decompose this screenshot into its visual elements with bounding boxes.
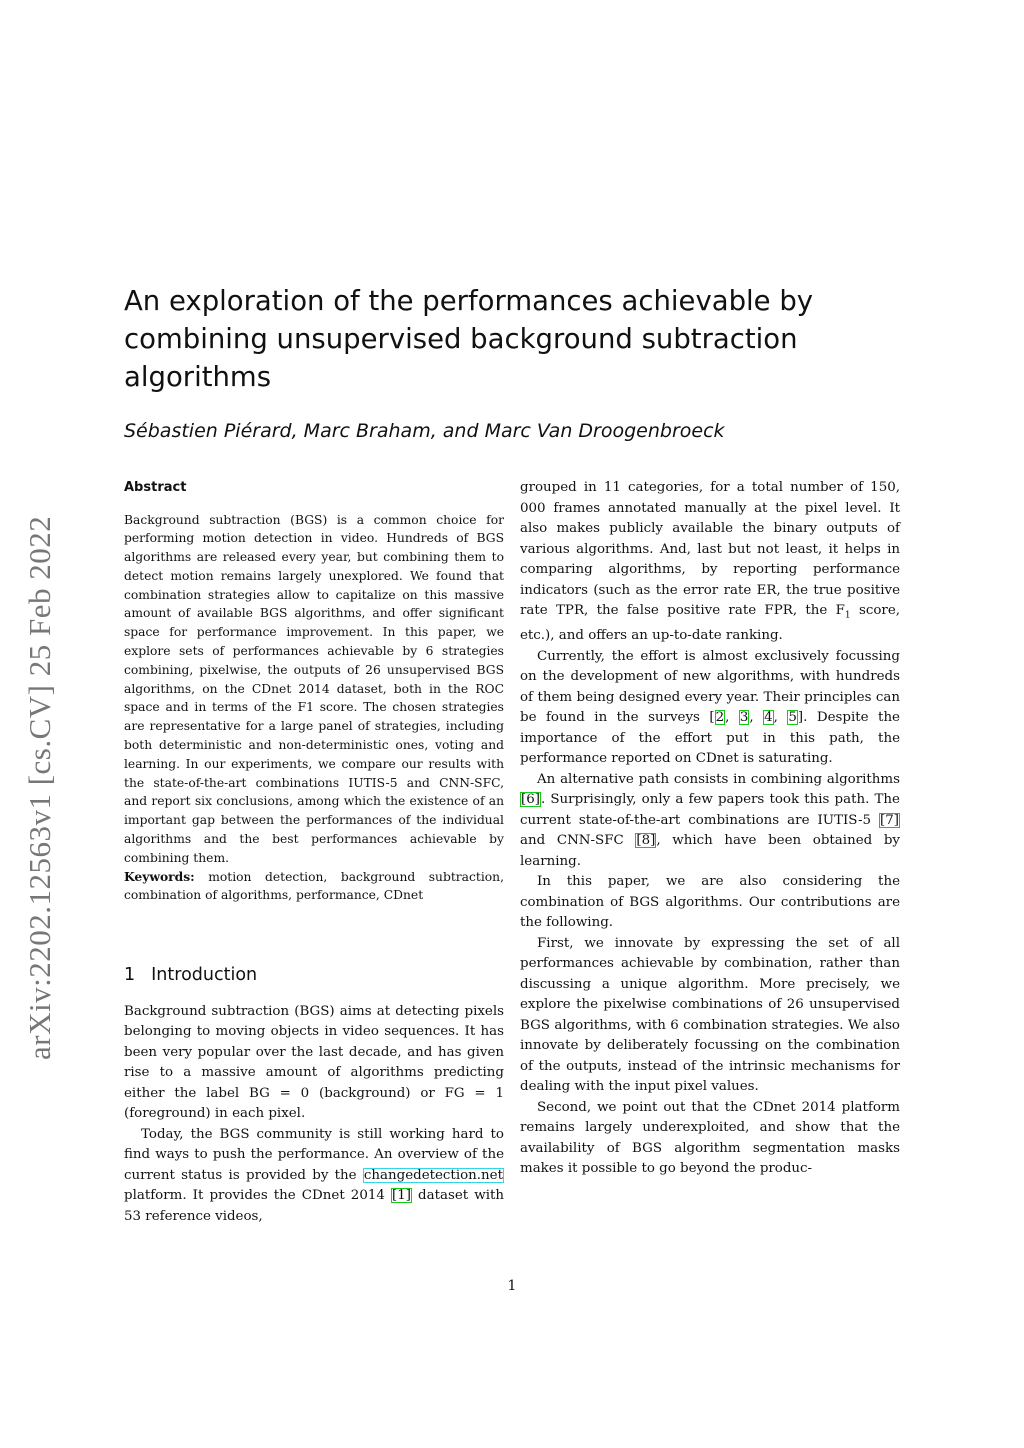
right-p3-text-b: . Surprisingly, only a few papers took this path. The current state-of-the-art combinations are IUTIS-5 [520, 792, 900, 828]
section-title: Introduction [151, 965, 258, 986]
citation-2[interactable]: 2 [715, 710, 725, 726]
section-heading-introduction [124, 965, 504, 986]
abstract-heading: Abstract [124, 480, 187, 495]
citation-6[interactable]: [6] [521, 792, 540, 808]
citation-8[interactable]: [8] [636, 833, 656, 849]
intro-p2-text-a: Today, the BGS community is still working hard to find ways to push the performance. An overview of the current status is provided by the [124, 1126, 504, 1183]
citation-1[interactable]: [1] [391, 1188, 411, 1204]
arxiv-identifier: arXiv:2202.12563v1 [cs.CV] 25 Feb 2022 [22, 515, 57, 1060]
right-paragraph-6: Second, we point out that the CDnet 2014 platform remains largely underexploited, and show that the availability of BGS algorithm segmentation masks makes it possible to go beyond the produc- [520, 1099, 900, 1177]
right-paragraph-3 [520, 770, 900, 873]
intro-p2-text-b: platform. It provides the CDnet 2014 [124, 1188, 385, 1204]
section-number: 1 [124, 965, 136, 986]
right-column [520, 478, 900, 1180]
right-paragraph-4: In this paper, we are also considering the combination of BGS algorithms. Our contributions are the following. [520, 874, 900, 931]
right-p1-text-b: score, etc.), and offers an up-to-date ranking. [520, 603, 900, 644]
right-p2-text-a: Currently, the effort is almost exclusively focussing on the development of new algorithms, with hundreds of them being designed every year. Their principles can be found in the surveys [520, 648, 900, 726]
citation-7[interactable]: [7] [880, 812, 899, 828]
keywords-text: motion detection, background subtraction, combination of algorithms, performance, CDnet [124, 869, 504, 903]
page-number: 1 [507, 1278, 517, 1294]
keywords-label: Keywords: [124, 868, 195, 884]
right-p1-text-a: grouped in 11 categories, for a total number of 150, 000 frames annotated manually at the pixel level. It also makes publicly available the binary outputs of various algorithms. And, last but not least, it helps in comparing algorithms, by reporting performance indicators (such as the error rate ER, the true positive rate TPR, the false positive rate FPR, the F [520, 480, 900, 618]
changedetection-link[interactable]: changedetection.net [363, 1167, 503, 1183]
right-p3-text-d: , which have been obtained by learning. [520, 833, 900, 869]
right-paragraph-1 [520, 478, 900, 647]
intro-p2-text-c: dataset with 53 reference videos, [124, 1188, 504, 1224]
right-p2-text-b: Despite the importance of the effort put in this path, the performance reported on CDnet is saturating. [520, 710, 900, 767]
right-p3-text-a: An alternative path consists in combining algorithms [537, 771, 900, 787]
right-p3-text-c: and CNN-SFC [520, 833, 624, 849]
citation-4[interactable]: 4 [764, 710, 773, 726]
citation-5[interactable]: 5 [788, 710, 797, 726]
paper-authors: Sébastien Piérard, Marc Braham, and Marc Van Droogenbroeck [124, 420, 725, 442]
right-paragraph-2: Currently, the effort is almost exclusively focussing on the development of new algorithms, with hundreds of them being designed every year. Their principles can be found in the surveys [2, 3, 4, 5]. Despite the importance of the effort put in this path, the performance reported on CDnet is saturating. [520, 648, 900, 767]
left-column [124, 478, 504, 1227]
intro-paragraph-1: Background subtraction (BGS) aims at detecting pixels belonging to moving objects in video sequences. It has been very popular over the last decade, and has given rise to a massive amount of algorithms predicting either the label BG = 0 (background) or FG = 1 (foreground) in each pixel. [124, 1003, 504, 1122]
f1-subscript: 1 [844, 610, 851, 621]
abstract-text: Background subtraction (BGS) is a common choice for performing motion detection in video. Hundreds of BGS algorithms are released every year, but combining them to detect motion remains largely unexplored. We found that combination strategies allow to capitalize on this massive amount of available BGS algorithms, and offer significant space for performance improvement. In this paper, we explore sets of performances achievable by 6 strategies combining, pixelwise, the outputs of 26 unsupervised BGS algorithms, on the CDnet 2014 dataset, both in the ROC space and in terms of the F1 score. The chosen strategies are representative for a large panel of strategies, including both deterministic and non-deterministic ones, voting and learning. In our experiments, we compare our results with the state-of-the-art combinations IUTIS-5 and CNN-SFC, and report six conclusions, among which the existence of an important gap between the performances of the individual algorithms and the best performances achievable by combining them. [124, 512, 504, 865]
keywords [124, 868, 504, 906]
paper-title: An exploration of the performances achievable by combining unsupervised background subtraction algorithms [124, 285, 814, 393]
citation-3[interactable]: 3 [739, 710, 749, 726]
intro-paragraph-2 [124, 1125, 504, 1228]
right-paragraph-5: First, we innovate by expressing the set of all performances achievable by combination, rather than discussing a unique algorithm. More precisely, we explore the pixelwise combinations of 26 unsupervised BGS algorithms, with 6 combination strategies. We also innovate by deliberately focussing on the combination of the outputs, instead of the intrinsic mechanisms for dealing with the input pixel values. [520, 935, 900, 1095]
